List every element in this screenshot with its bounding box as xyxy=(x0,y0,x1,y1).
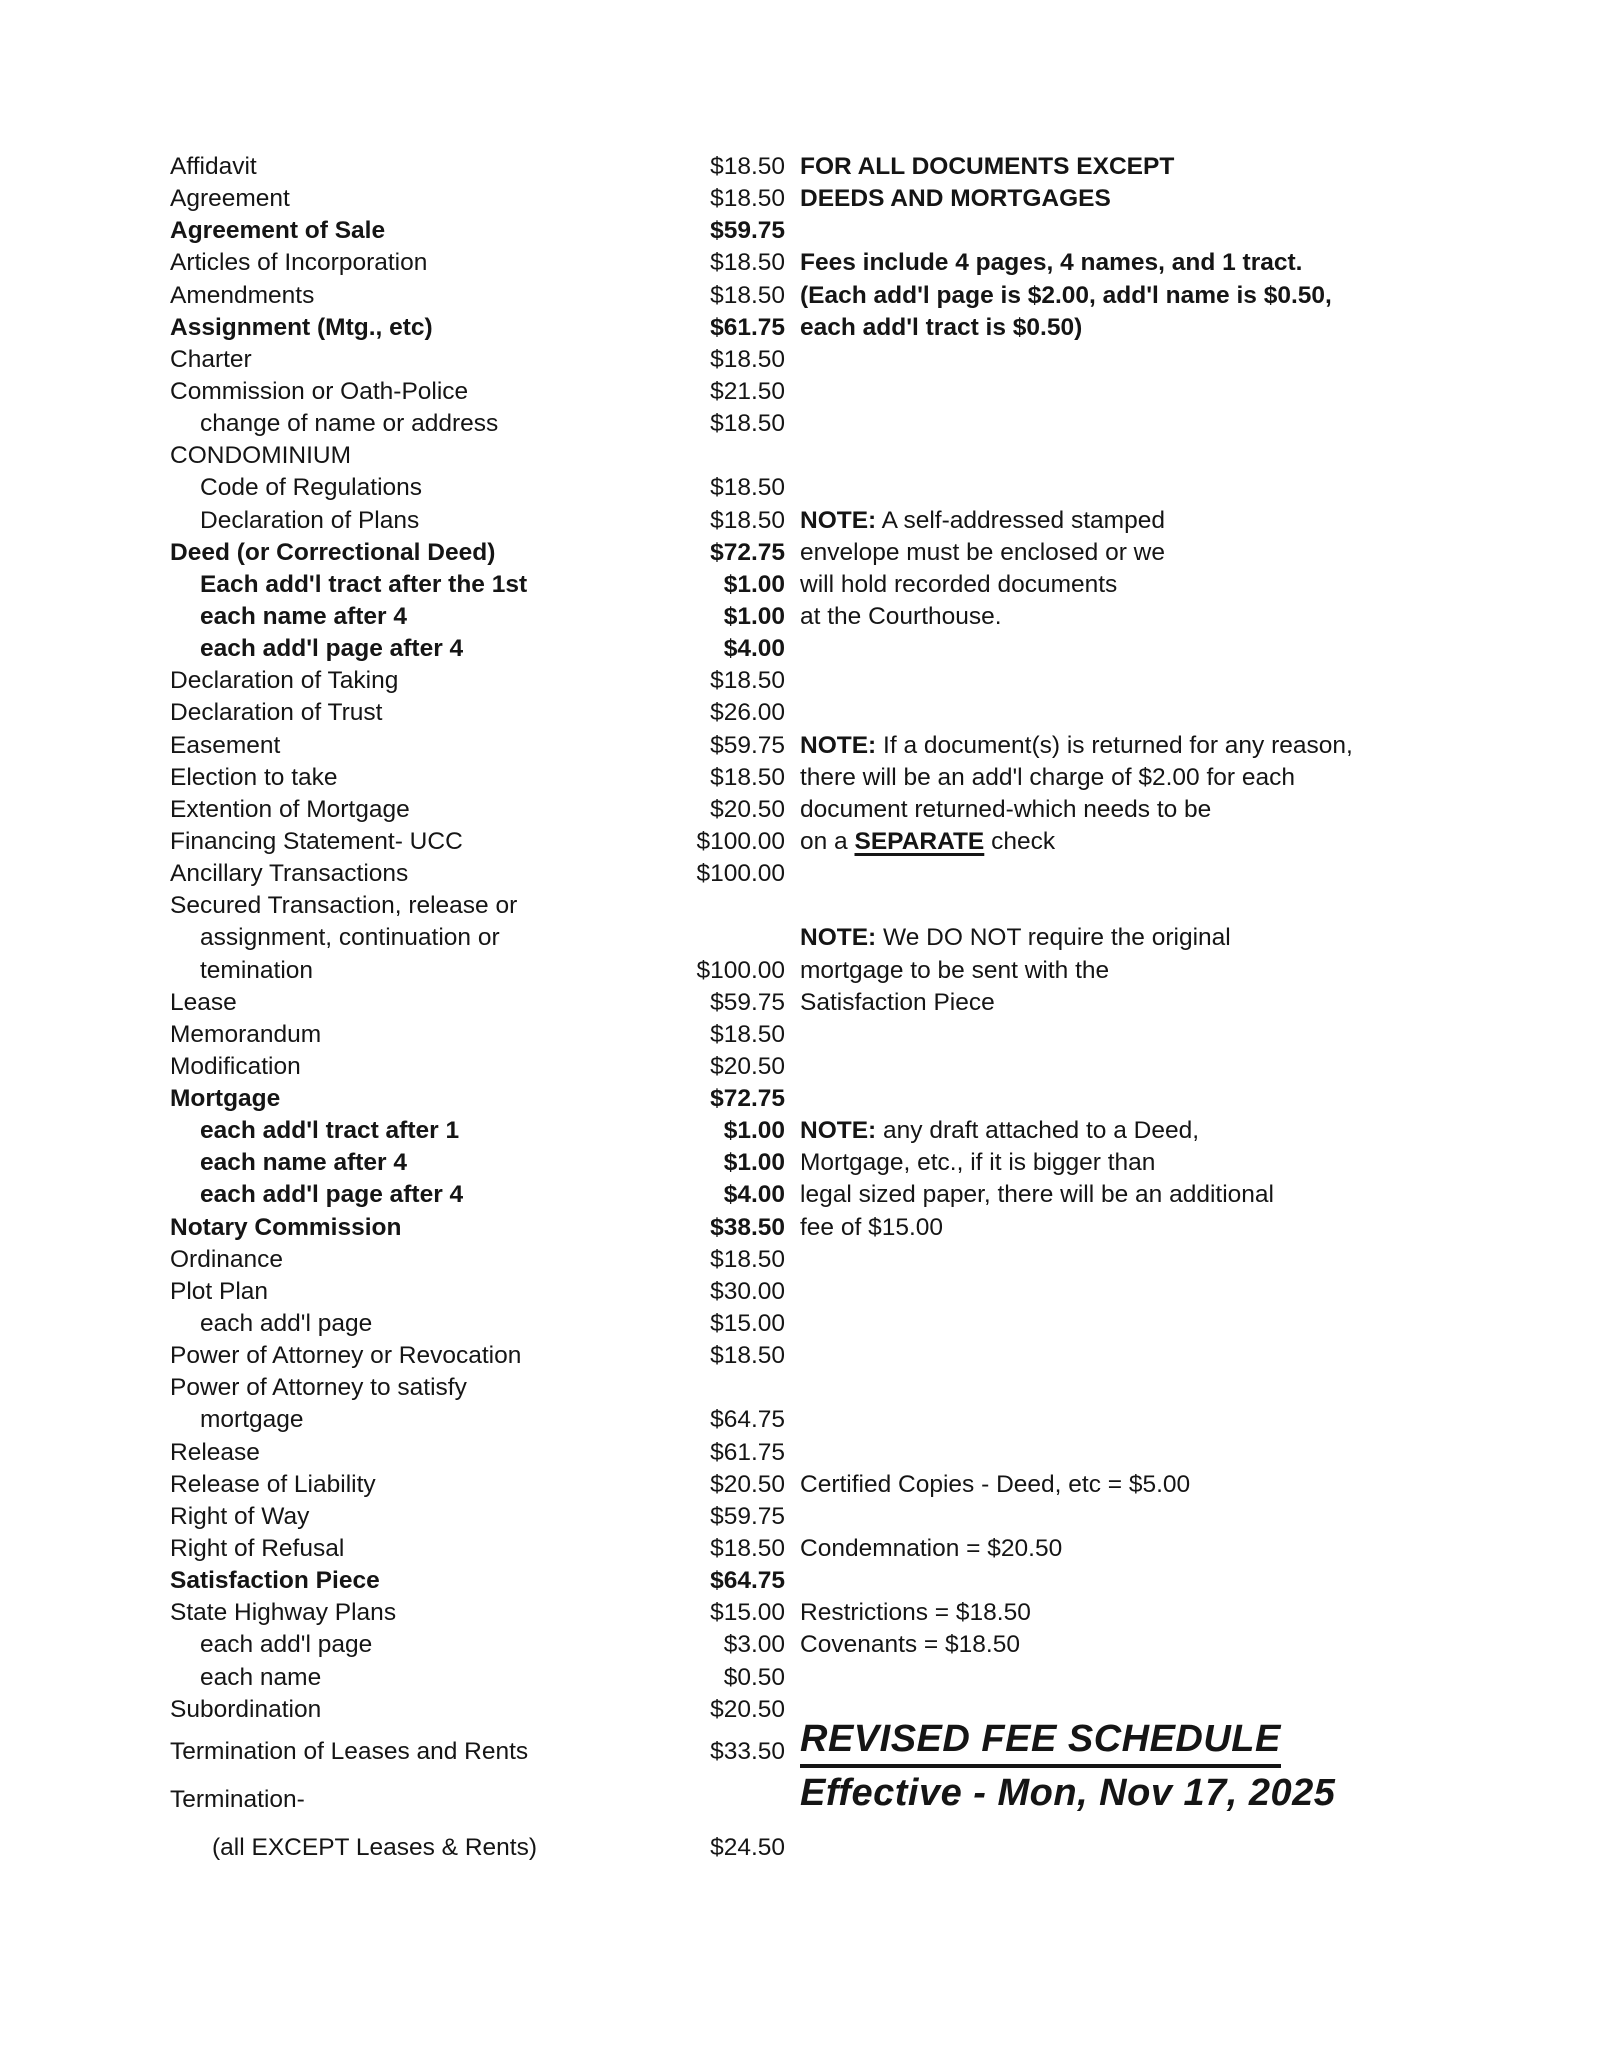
note-text-segment: NOTE: xyxy=(800,1117,877,1145)
note-line xyxy=(800,568,1117,601)
fee-item-label: Notary Commission xyxy=(170,1213,402,1241)
fee-row xyxy=(0,1783,790,1816)
note-text-segment: fee of $15.00 xyxy=(800,1213,944,1241)
fee-row xyxy=(0,1436,790,1469)
revised-fee-schedule-title-text: REVISED FEE SCHEDULE xyxy=(800,1718,1281,1768)
fee-row xyxy=(0,407,790,440)
note-text-segment: NOTE: xyxy=(800,506,877,534)
fee-item-label: change of name or address xyxy=(200,410,499,438)
note-text-segment: each add'l tract is $0.50) xyxy=(800,313,1083,341)
fee-item-price: $38.50 xyxy=(710,1213,785,1241)
fee-item-price: $4.00 xyxy=(723,635,785,663)
note-text-segment: (Each add'l page is $2.00, add'l name is $0.50, xyxy=(800,281,1332,309)
note-line xyxy=(800,246,1302,279)
fee-row xyxy=(0,921,790,954)
fee-row xyxy=(0,439,790,472)
fee-item-label: Memorandum xyxy=(170,1020,322,1048)
fee-item-price: $1.00 xyxy=(723,602,785,630)
fee-item-label: Mortgage xyxy=(170,1085,281,1113)
fee-row xyxy=(0,1693,790,1726)
fee-item-price: $18.50 xyxy=(710,249,785,277)
fee-item-price: $64.75 xyxy=(710,1567,785,1595)
fee-item-label: Secured Transaction, release or xyxy=(170,892,518,920)
fee-row xyxy=(0,214,790,247)
note-text-segment: Certified Copies - Deed, etc = $5.00 xyxy=(800,1470,1191,1498)
fee-item-price: $18.50 xyxy=(710,345,785,373)
note-text-segment: If a document(s) is returned for any reason, xyxy=(876,731,1353,759)
fee-row xyxy=(0,954,790,987)
fee-item-label: Commission or Oath-Police xyxy=(170,377,469,405)
fee-row xyxy=(0,729,790,762)
fee-item-price: $18.50 xyxy=(710,763,785,791)
fee-row xyxy=(0,311,790,344)
effective-date: Effective - Mon, Nov 17, 2025 xyxy=(800,1772,1336,1814)
fee-item-label: assignment, continuation or xyxy=(200,924,500,952)
fee-item-label: Affidavit xyxy=(170,153,257,180)
fee-row xyxy=(0,825,790,858)
fee-item-price: $59.75 xyxy=(710,217,785,245)
fee-row xyxy=(0,600,790,633)
fee-item-label: Financing Statement- UCC xyxy=(170,827,463,855)
fee-item-price: $18.50 xyxy=(710,1245,785,1273)
note-text-segment: mortgage to be sent with the xyxy=(800,956,1110,984)
fee-item-label: Declaration of Plans xyxy=(200,506,420,534)
fee-row xyxy=(0,889,790,922)
note-text-segment: A self-addressed stamped xyxy=(876,506,1165,534)
fee-item-label: Easement xyxy=(170,731,281,759)
note-line xyxy=(800,793,1211,826)
fee-item-label: State Highway Plans xyxy=(170,1599,397,1627)
fee-item-label: Charter xyxy=(170,345,252,373)
fee-item-label: Subordination xyxy=(170,1695,322,1723)
fee-item-label: each add'l page after 4 xyxy=(200,1181,464,1209)
fee-row xyxy=(0,150,790,183)
note-line xyxy=(800,150,1174,183)
note-text-segment: Fees include 4 pages, 4 names, and 1 tract. xyxy=(800,249,1303,277)
fee-item-price: $1.00 xyxy=(723,570,785,598)
fee-item-label: Power of Attorney or Revocation xyxy=(170,1342,522,1370)
fee-item-label: Modification xyxy=(170,1052,301,1080)
fee-item-price: $72.75 xyxy=(710,538,785,566)
note-line xyxy=(800,536,1165,569)
fee-item-label: Ordinance xyxy=(170,1245,284,1273)
fee-item-label: mortgage xyxy=(200,1406,304,1434)
note-text-segment: any draft attached to a Deed, xyxy=(876,1117,1200,1145)
note-text-segment: check xyxy=(984,827,1056,855)
fee-item-price: $18.50 xyxy=(710,1342,785,1370)
note-text-segment: SEPARATE xyxy=(854,827,985,855)
note-text-segment: at the Courthouse. xyxy=(800,602,1002,630)
fee-item-label: Termination of Leases and Rents xyxy=(170,1737,529,1765)
fee-item-price: $72.75 xyxy=(710,1085,785,1113)
fee-row xyxy=(0,1468,790,1501)
note-text-segment: Satisfaction Piece xyxy=(800,988,995,1016)
fee-item-price: $33.50 xyxy=(710,1737,785,1765)
fee-item-label: Amendments xyxy=(170,281,315,309)
note-line xyxy=(800,921,1231,954)
fee-item-price: $24.50 xyxy=(710,1834,785,1862)
fee-item-label: Deed (or Correctional Deed) xyxy=(170,538,496,566)
fee-row xyxy=(0,696,790,729)
fee-item-price: $100.00 xyxy=(696,860,785,888)
fee-row xyxy=(0,1339,790,1372)
fee-row xyxy=(0,504,790,537)
fee-item-label: Plot Plan xyxy=(170,1277,269,1305)
fee-item-label: each add'l tract after 1 xyxy=(200,1117,460,1145)
fee-item-price: $100.00 xyxy=(696,956,785,984)
fee-row xyxy=(0,664,790,697)
fee-row xyxy=(0,1082,790,1115)
fee-item-label: Right of Refusal xyxy=(170,1535,345,1563)
fee-row xyxy=(0,1628,790,1661)
fee-row xyxy=(0,1831,790,1864)
fee-row xyxy=(0,1661,790,1694)
fee-item-label: Release xyxy=(170,1438,260,1466)
fee-item-price: $18.50 xyxy=(710,281,785,309)
fee-item-label: Extention of Mortgage xyxy=(170,795,410,823)
fee-item-label: Termination- xyxy=(170,1786,305,1813)
fee-row xyxy=(0,246,790,279)
note-text-segment: NOTE: xyxy=(800,731,877,759)
fee-row xyxy=(0,793,790,826)
fee-item-label: Agreement xyxy=(170,185,290,213)
fee-row xyxy=(0,1500,790,1533)
fee-row xyxy=(0,1532,790,1565)
fee-item-label: Satisfaction Piece xyxy=(170,1567,380,1595)
fee-item-label: Release of Liability xyxy=(170,1470,376,1498)
fee-item-price: $18.50 xyxy=(710,474,785,502)
fee-row xyxy=(0,536,790,569)
note-text-segment: FOR ALL DOCUMENTS EXCEPT xyxy=(800,153,1175,180)
fee-item-label: Each add'l tract after the 1st xyxy=(200,570,528,598)
note-line xyxy=(800,761,1295,794)
note-line xyxy=(800,825,1055,858)
fee-item-price: $20.50 xyxy=(710,795,785,823)
fee-item-label: CONDOMINIUM xyxy=(170,442,352,470)
fee-item-price: $21.50 xyxy=(710,377,785,405)
note-line xyxy=(800,504,1165,537)
revised-fee-schedule-title xyxy=(800,1718,1281,1768)
fee-item-label: each name xyxy=(200,1663,322,1691)
note-text-segment: envelope must be enclosed or we xyxy=(800,538,1165,566)
fee-row xyxy=(0,1403,790,1436)
fee-item-price: $59.75 xyxy=(710,988,785,1016)
fee-item-price: $20.50 xyxy=(710,1052,785,1080)
fee-item-price: $15.00 xyxy=(710,1599,785,1627)
fee-item-price: $61.75 xyxy=(710,1438,785,1466)
note-line xyxy=(800,1211,943,1244)
note-text-segment: Restrictions = $18.50 xyxy=(800,1599,1031,1627)
fee-item-price: $1.00 xyxy=(723,1149,785,1177)
fee-item-price: $18.50 xyxy=(710,410,785,438)
note-line xyxy=(800,1596,1031,1629)
note-line xyxy=(800,1628,1020,1661)
fee-item-price: $0.50 xyxy=(723,1663,785,1691)
fee-row xyxy=(0,1735,790,1768)
fee-item-price: $15.00 xyxy=(710,1310,785,1338)
note-text-segment: Condemnation = $20.50 xyxy=(800,1535,1063,1563)
fee-item-label: each add'l page after 4 xyxy=(200,635,464,663)
fee-item-price: $61.75 xyxy=(710,313,785,341)
fee-item-label: each name after 4 xyxy=(200,1149,407,1177)
fee-item-price: $26.00 xyxy=(710,699,785,727)
note-text-segment: NOTE: xyxy=(800,924,877,952)
fee-item-label: Code of Regulations xyxy=(200,474,423,502)
note-text-segment: there will be an add'l charge of $2.00 for each xyxy=(800,763,1296,791)
note-line xyxy=(800,279,1332,312)
fee-item-price: $20.50 xyxy=(710,1695,785,1723)
fee-row xyxy=(0,1114,790,1147)
note-text-segment: Covenants = $18.50 xyxy=(800,1631,1020,1659)
note-line xyxy=(800,729,1353,762)
note-line xyxy=(800,986,995,1019)
note-text-segment: will hold recorded documents xyxy=(800,570,1118,598)
fee-item-label: Agreement of Sale xyxy=(170,217,386,245)
fee-row xyxy=(0,761,790,794)
fee-row xyxy=(0,1243,790,1276)
fee-row xyxy=(0,1275,790,1308)
fee-item-price: $18.50 xyxy=(710,185,785,213)
fee-row xyxy=(0,1146,790,1179)
fee-item-price: $30.00 xyxy=(710,1277,785,1305)
fee-row xyxy=(0,1178,790,1211)
fee-item-price: $18.50 xyxy=(710,506,785,534)
fee-item-price: $1.00 xyxy=(723,1117,785,1145)
note-line xyxy=(800,311,1082,344)
fee-item-price: $100.00 xyxy=(696,827,785,855)
fee-item-price: $64.75 xyxy=(710,1406,785,1434)
fee-row xyxy=(0,1211,790,1244)
fee-row xyxy=(0,1018,790,1051)
fee-item-label: temination xyxy=(200,956,314,984)
note-line xyxy=(800,182,1111,215)
fee-row xyxy=(0,857,790,890)
fee-item-price: $18.50 xyxy=(710,1535,785,1563)
fee-row xyxy=(0,568,790,601)
fee-row xyxy=(0,182,790,215)
fee-row xyxy=(0,471,790,504)
note-text-segment: Mortgage, etc., if it is bigger than xyxy=(800,1149,1156,1177)
note-line xyxy=(800,1468,1190,1501)
fee-item-label: Declaration of Taking xyxy=(170,667,399,695)
fee-item-label: each name after 4 xyxy=(200,602,407,630)
fee-item-price: $18.50 xyxy=(710,667,785,695)
fee-item-price: $3.00 xyxy=(723,1631,785,1659)
fee-item-price: $18.50 xyxy=(710,153,785,180)
fee-item-price: $59.75 xyxy=(710,731,785,759)
fee-row xyxy=(0,343,790,376)
fee-item-label: Right of Way xyxy=(170,1502,310,1530)
fee-row xyxy=(0,1564,790,1597)
fee-item-label: (all EXCEPT Leases & Rents) xyxy=(212,1834,537,1862)
fee-item-price: $18.50 xyxy=(710,1020,785,1048)
note-text-segment: legal sized paper, there will be an additional xyxy=(800,1181,1274,1209)
fee-item-label: Lease xyxy=(170,988,237,1016)
fee-row xyxy=(0,279,790,312)
fee-item-label: Assignment (Mtg., etc) xyxy=(170,313,433,341)
fee-row xyxy=(0,375,790,408)
note-text-segment: on a xyxy=(800,827,855,855)
fee-row xyxy=(0,1371,790,1404)
fee-row xyxy=(0,986,790,1019)
fee-item-label: Ancillary Transactions xyxy=(170,860,409,888)
note-line xyxy=(800,1178,1274,1211)
note-text-segment: DEEDS AND MORTGAGES xyxy=(800,185,1111,213)
note-line xyxy=(800,1114,1199,1147)
note-line xyxy=(800,1532,1062,1565)
fee-row xyxy=(0,632,790,665)
note-line xyxy=(800,600,1002,633)
fee-row xyxy=(0,1307,790,1340)
note-text-segment: document returned-which needs to be xyxy=(800,795,1212,823)
fee-item-price: $20.50 xyxy=(710,1470,785,1498)
fee-item-price: $59.75 xyxy=(710,1502,785,1530)
fee-item-price: $4.00 xyxy=(723,1181,785,1209)
fee-row xyxy=(0,1050,790,1083)
fee-item-label: Election to take xyxy=(170,763,338,791)
fee-row xyxy=(0,1596,790,1629)
fee-item-label: each add'l page xyxy=(200,1310,373,1338)
fee-item-label: Power of Attorney to satisfy xyxy=(170,1374,467,1402)
fee-item-label: Articles of Incorporation xyxy=(170,249,428,277)
note-text-segment: We DO NOT require the original xyxy=(876,924,1231,952)
fee-item-label: each add'l page xyxy=(200,1631,373,1659)
note-line xyxy=(800,954,1109,987)
note-line xyxy=(800,1146,1155,1179)
fee-item-label: Declaration of Trust xyxy=(170,699,383,727)
